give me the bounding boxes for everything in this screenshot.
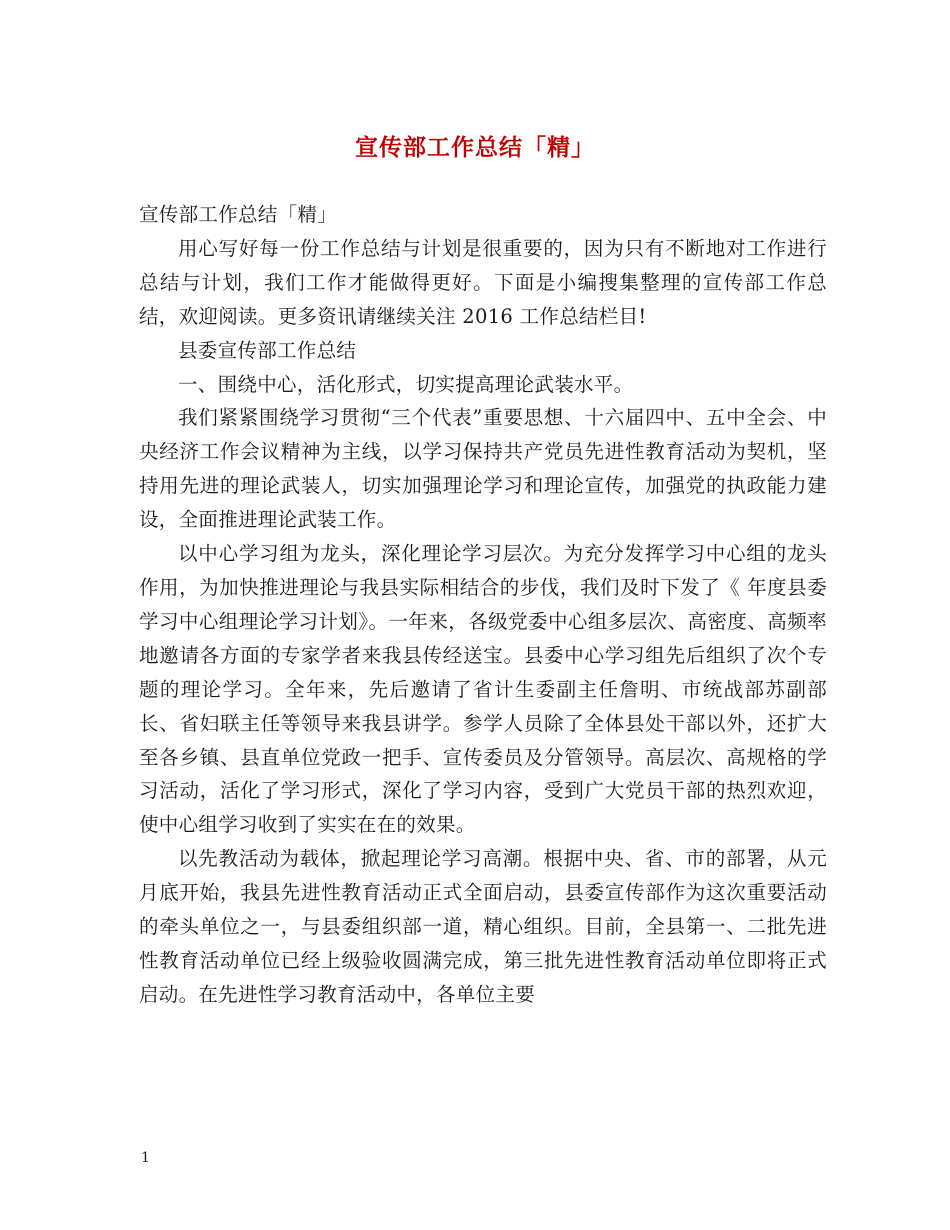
- section-heading: 县委宣传部工作总结: [178, 338, 357, 362]
- body-paragraph: 我们紧紧围绕学习贯彻“三个代表”重要思想、十六届四中、五中全会、中央经济工作会议精神为主线，以学习保持共产党员先进性教育活动为契机，坚持用先进的理论武装人，切实加强理论学习和理论宣传，加强党的执政能力建设，全面推进理论武装工作。: [139, 406, 827, 532]
- subsection-heading: 一、围绕中心，活化形式，切实提高理论武装水平。: [178, 372, 634, 396]
- body-heading: 宣传部工作总结「精」: [139, 203, 338, 226]
- document-body: [139, 198, 827, 1012]
- page-number: 1: [141, 1150, 150, 1166]
- intro-paragraph: 用心写好每一份工作总结与计划是很重要的，因为只有不断地对工作进行总结与计划，我们工作才能做得更好。下面是小编搜集整理的宣传部工作总结，欢迎阅读。更多资讯请继续关注 2016 工作总结栏目!: [139, 236, 827, 328]
- body-paragraph: 以先教活动为载体，掀起理论学习高潮。根据中央、省、市的部署，从元月底开始，我县先进性教育活动正式全面启动，县委宣传部作为这次重要活动的牵头单位之一，与县委组织部一道，精心组织。目前，全县第一、二批先进性教育活动单位已经上级验收圆满完成，第三批先进性教育活动单位即将正式启动。在先进性学习教育活动中，各单位主要: [139, 847, 827, 1006]
- body-paragraph: 以中心学习组为龙头，深化理论学习层次。为充分发挥学习中心组的龙头作用，为加快推进理论与我县实际相结合的步伐，我们及时下发了《 年度县委学习中心组理论学习计划》。一年来，各级党委中心组多层次、高密度、高频率地邀请各方面的专家学者来我县传经送宝。县委中心学习组先后组织了次个专题的理论学习。全年来，先后邀请了省计生委副主任詹明、市统战部苏副部长、省妇联主任等领导来我县讲学。参学人员除了全体县处干部以外，还扩大至各乡镇、县直单位党政一把手、宣传委员及分管领导。高层次、高规格的学习活动，活化了学习形式，深化了学习内容，受到广大党员干部的热烈欢迎，使中心组学习收到了实实在在的效果。: [139, 542, 827, 837]
- document-title: 宣传部工作总结「精」: [355, 134, 595, 161]
